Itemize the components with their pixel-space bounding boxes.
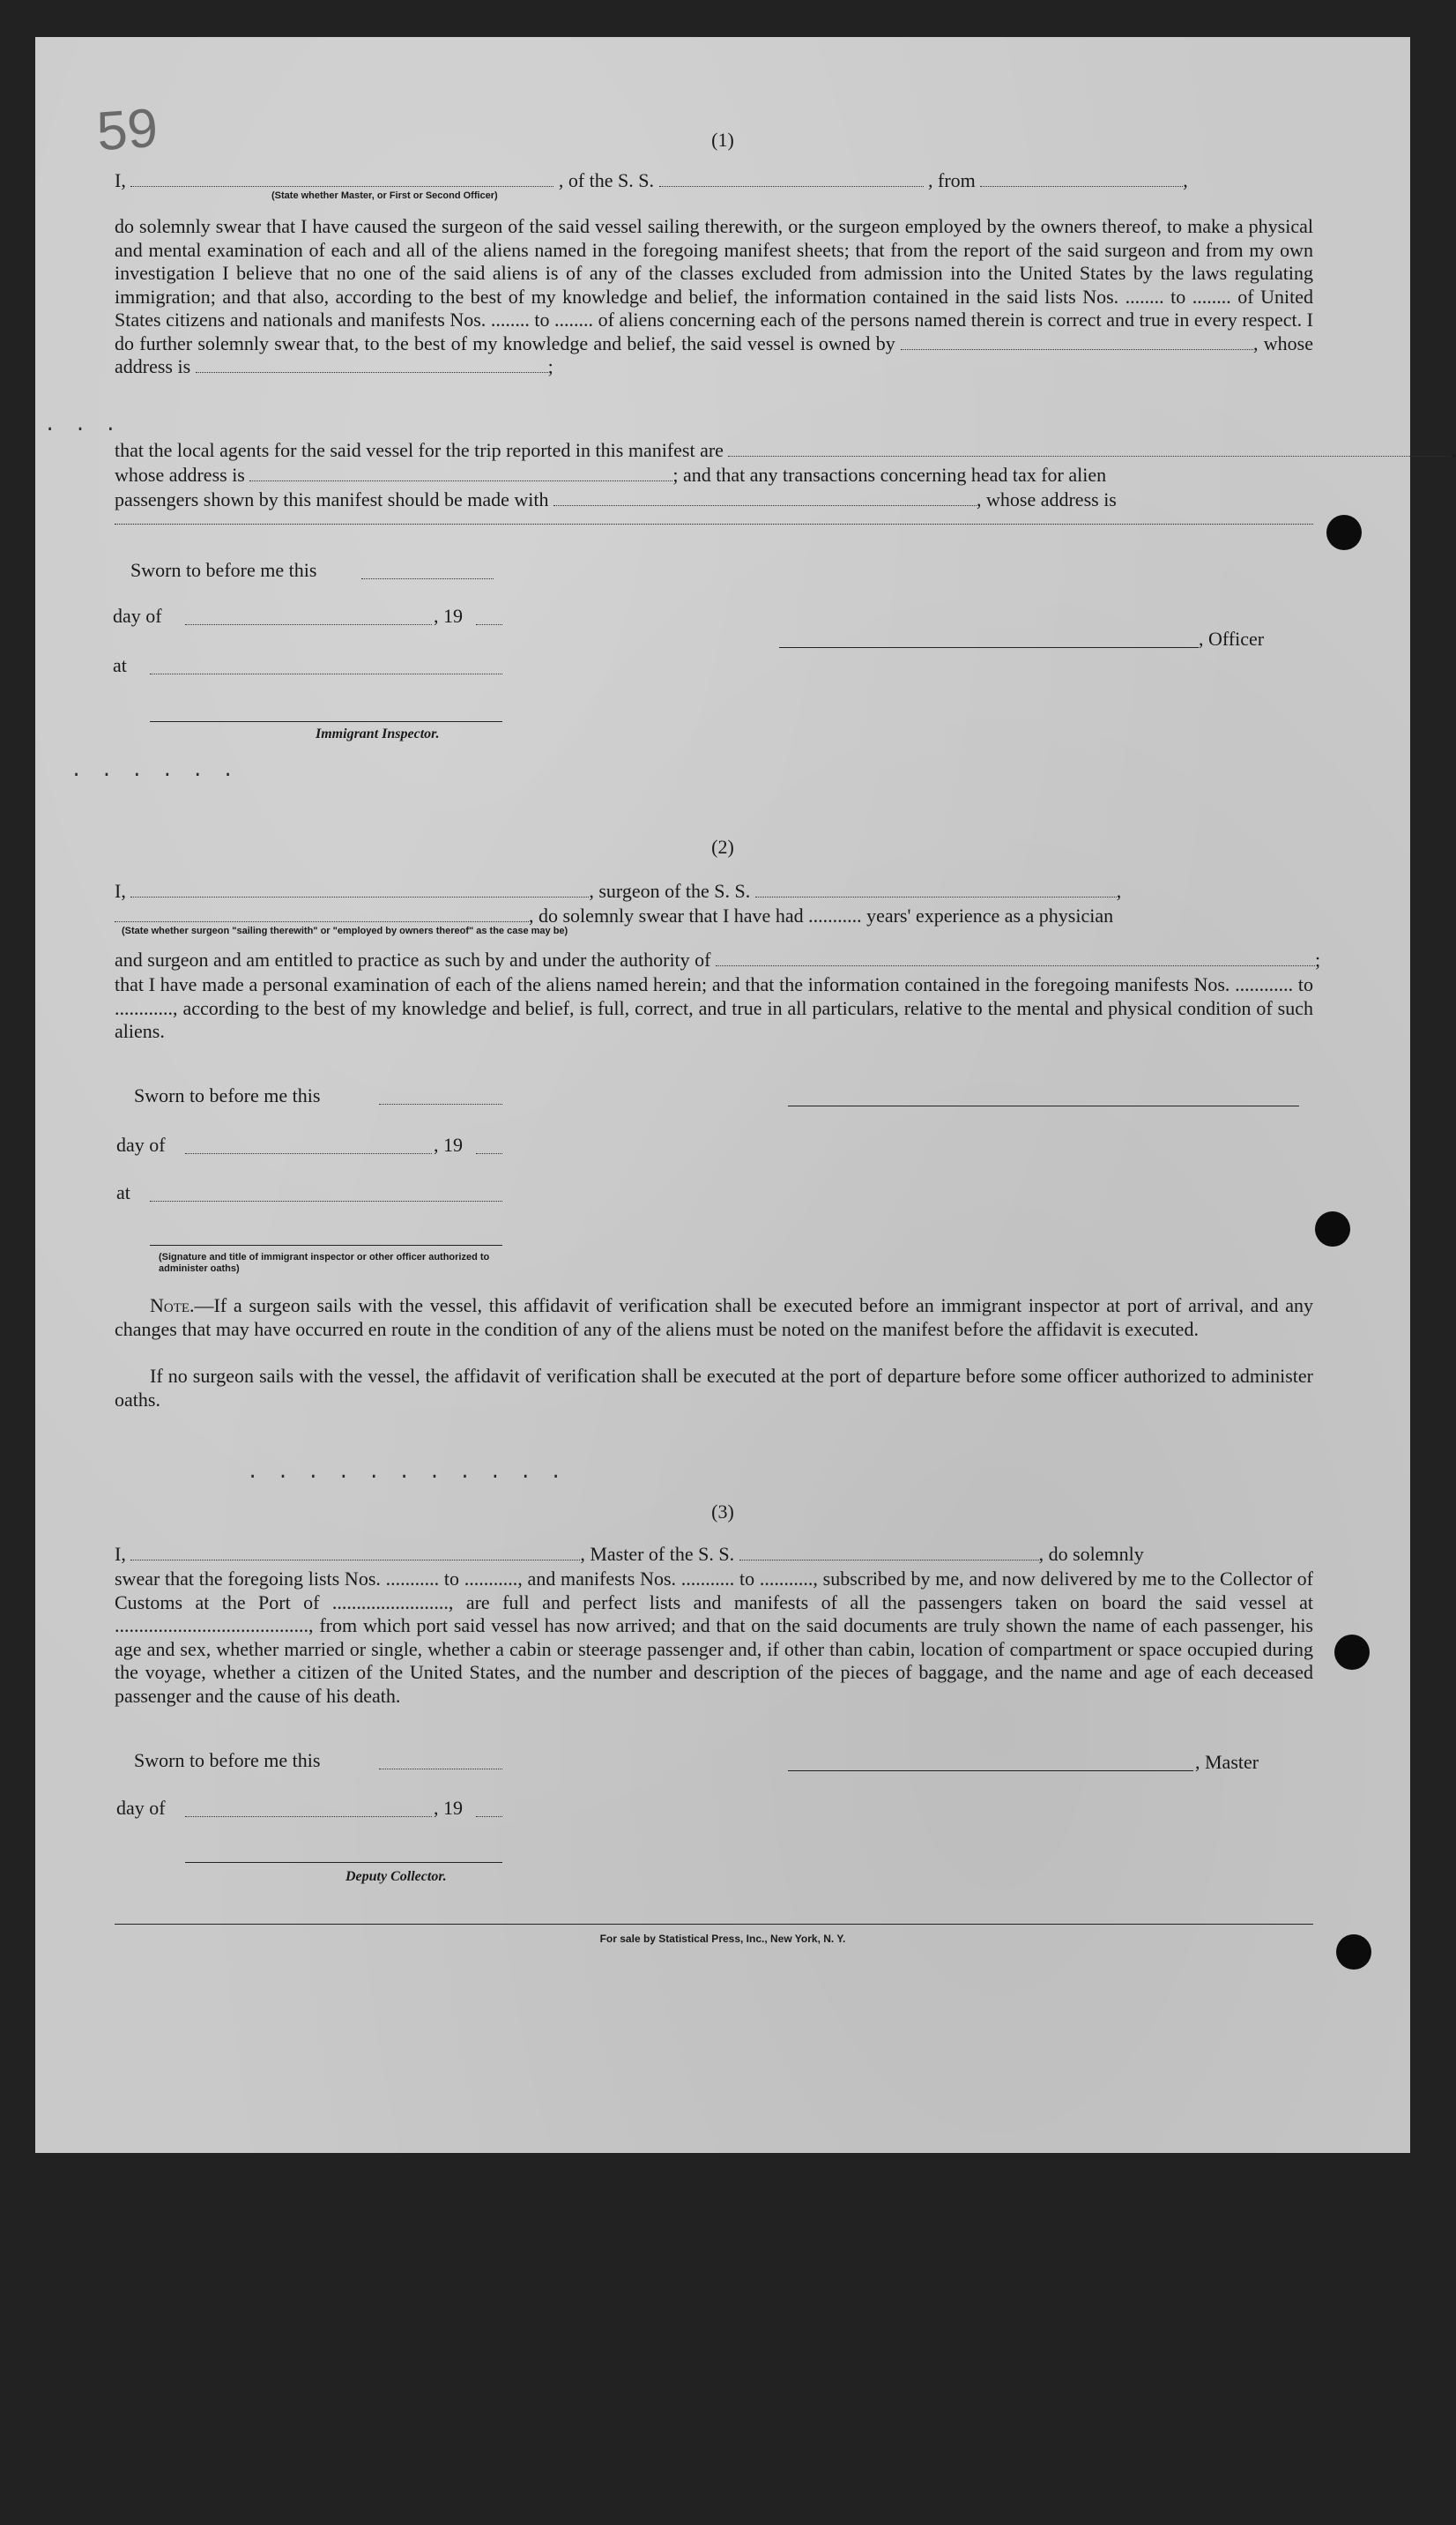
officer-rank-caption: (State whether Master, or First or Second Officer) xyxy=(271,190,498,201)
local-agents-field[interactable] xyxy=(728,456,1451,457)
section-1-agents-line: that the local agents for the said vessel for the trip reported in this manifest are , xyxy=(115,439,1456,461)
printer-footer: For sale by Statistical Press, Inc., New York, N. Y. xyxy=(599,1933,846,1945)
deputy-collector-caption: Deputy Collector. xyxy=(345,1869,447,1884)
section-3-sworn-label: Sworn to before me this xyxy=(134,1749,321,1771)
head-tax-agent-field[interactable] xyxy=(553,505,977,506)
section-3-line-1: I, , Master of the S. S. , do solemnly xyxy=(115,1543,1144,1565)
section-3-body: swear that the foregoing lists Nos. ........... to ..........., and manifests Nos. ........... to ..........., subscribed by me, and now delivered by me to the Collector of Customs at the Port of ........................, are full and perfect lists and manifests of all the passengers taken on board the said vessel at ........................................, from which port said vessel has now arrived; and that on the said documents are truly shown the name of each passenger, his age and sex, whether married or single, whether a cabin or steerage passenger and, if other than cabin, location of compartment or space occupied during the voyage, whether a citizen of the United States, and the number and description of the pieces of baggage, and the name and age of each deceased passenger and the cause of his death. xyxy=(115,1568,1313,1707)
master-title: , Master xyxy=(1195,1751,1259,1773)
note-paragraph: Note.—If a surgeon sails with the vessel, this affidavit of verification shall be executed before an immigrant inspector at port of arrival, and any changes that may have occurred en route in the condition of any of the aliens must be noted on the manifest before the affidavit is executed. xyxy=(115,1294,1313,1340)
footer-rule xyxy=(115,1924,1313,1925)
section-1-day-label: day of xyxy=(113,605,162,627)
section-2-signature-line xyxy=(150,1245,502,1246)
margin-dots: . . . . . . . . . . . xyxy=(247,1462,566,1484)
note-paragraph-2: If no surgeon sails with the vessel, the affidavit of verification shall be executed at the port of departure before some officer authorized to administer oaths. xyxy=(115,1365,1313,1411)
officer-rank-field[interactable] xyxy=(130,186,553,187)
section-3-year-label: , 19 xyxy=(434,1797,463,1819)
section-1-line-1: I, , of the S. S. , from , xyxy=(115,169,1188,191)
vessel-name-field[interactable] xyxy=(659,186,924,187)
section-1-address-rule xyxy=(115,524,1313,525)
section-3-day-label: day of xyxy=(116,1797,166,1819)
manifest-affidavit-page xyxy=(35,37,1456,2153)
surgeon-name-field[interactable] xyxy=(130,897,589,898)
section-1-day-field[interactable] xyxy=(185,624,432,625)
section-2-at-label: at xyxy=(116,1181,130,1203)
section-2-day-field[interactable] xyxy=(185,1153,432,1154)
section-3-number: (3) xyxy=(711,1501,734,1523)
section-2-body: that I have made a personal examination of each of the aliens named herein; and that the information contained in the foregoing manifests Nos. ............ to ............, according to the best of my knowledge and belief, is full, correct, and true in all particulars, relative to the mental and physical condition of such aliens. xyxy=(115,973,1313,1042)
section-1-at-label: at xyxy=(113,654,127,676)
section-2-year-label: , 19 xyxy=(434,1134,463,1156)
officer-title: , Officer xyxy=(1199,628,1265,650)
owner-field[interactable] xyxy=(901,349,1253,350)
surgeon-vessel-field[interactable] xyxy=(755,897,1117,898)
section-1-year-label: , 19 xyxy=(434,605,463,627)
margin-dots: . . . xyxy=(44,414,121,436)
section-2-signature-caption: (Signature and title of immigrant inspector or other officer authorized to administer oaths) xyxy=(159,1252,490,1274)
section-2-sworn-field[interactable] xyxy=(379,1104,502,1105)
section-2-number: (2) xyxy=(711,836,734,858)
section-2-line-2: , do solemnly swear that I have had ........... years' experience as a physician xyxy=(115,905,1313,927)
agents-address-field[interactable] xyxy=(249,480,672,481)
section-2-authority-line: and surgeon and am entitled to practice as such by and under the authority of ; xyxy=(115,949,1321,971)
binder-hole xyxy=(1326,515,1362,550)
handwritten-page-number: 59 xyxy=(94,97,160,163)
section-1-sworn-field[interactable] xyxy=(361,578,494,579)
owner-address-field[interactable] xyxy=(196,372,548,373)
immigrant-inspector-caption: Immigrant Inspector. xyxy=(316,726,440,741)
authority-field[interactable] xyxy=(716,965,1315,966)
section-1-number: (1) xyxy=(711,129,734,151)
surgeon-status-field[interactable] xyxy=(115,921,529,922)
section-2-sworn-label: Sworn to before me this xyxy=(134,1084,321,1106)
section-2-at-field[interactable] xyxy=(150,1201,502,1202)
binder-hole xyxy=(1334,1635,1370,1670)
section-3-day-field[interactable] xyxy=(185,1816,432,1817)
inspector-signature-line xyxy=(150,721,502,722)
section-1-address-line: whose address is ; and that any transactions concerning head tax for alien xyxy=(115,464,1107,486)
section-2-day-label: day of xyxy=(116,1134,166,1156)
section-1-sworn-label: Sworn to before me this xyxy=(130,559,317,581)
master-signature-line xyxy=(788,1770,1193,1771)
officer-signature-line xyxy=(779,647,1199,648)
section-2-year-field[interactable] xyxy=(476,1153,502,1154)
margin-dots: . . . . . . xyxy=(71,760,238,782)
binder-hole xyxy=(1315,1211,1350,1247)
surgeon-status-caption: (State whether surgeon "sailing therewith" or "employed by owners thereof" as the case may be) xyxy=(122,926,568,936)
section-1-body: do solemnly swear that I have caused the surgeon of the said vessel sailing therewith, or the surgeon employed by the owners thereof, to make a physical and mental examination of each and all of the aliens named in the foregoing manifest sheets; that from the report of the said surgeon and from my own investigation I believe that no one of the said aliens is of any of the classes excluded from admission into the United States by the laws regulating immigration; and that also, according to the best of my knowledge and belief, the information contained in the said lists Nos. ........ to ........ of United States citizens and nationals and manifests Nos. ........ to ........ of aliens concerning each of the persons named therein is correct and true in every respect. I do further solemnly swear that, to the best of my knowledge and belief, the said vessel is owned by , whose address is ; xyxy=(115,215,1314,377)
from-port-field[interactable] xyxy=(980,186,1183,187)
section-1-passengers-line: passengers shown by this manifest should be made with , whose address is xyxy=(115,488,1117,510)
deputy-collector-signature-line xyxy=(185,1862,502,1863)
section-3-year-field[interactable] xyxy=(476,1816,502,1817)
section-1-year-field[interactable] xyxy=(476,624,502,625)
section-2-line-1: I, , surgeon of the S. S. , xyxy=(115,880,1122,902)
